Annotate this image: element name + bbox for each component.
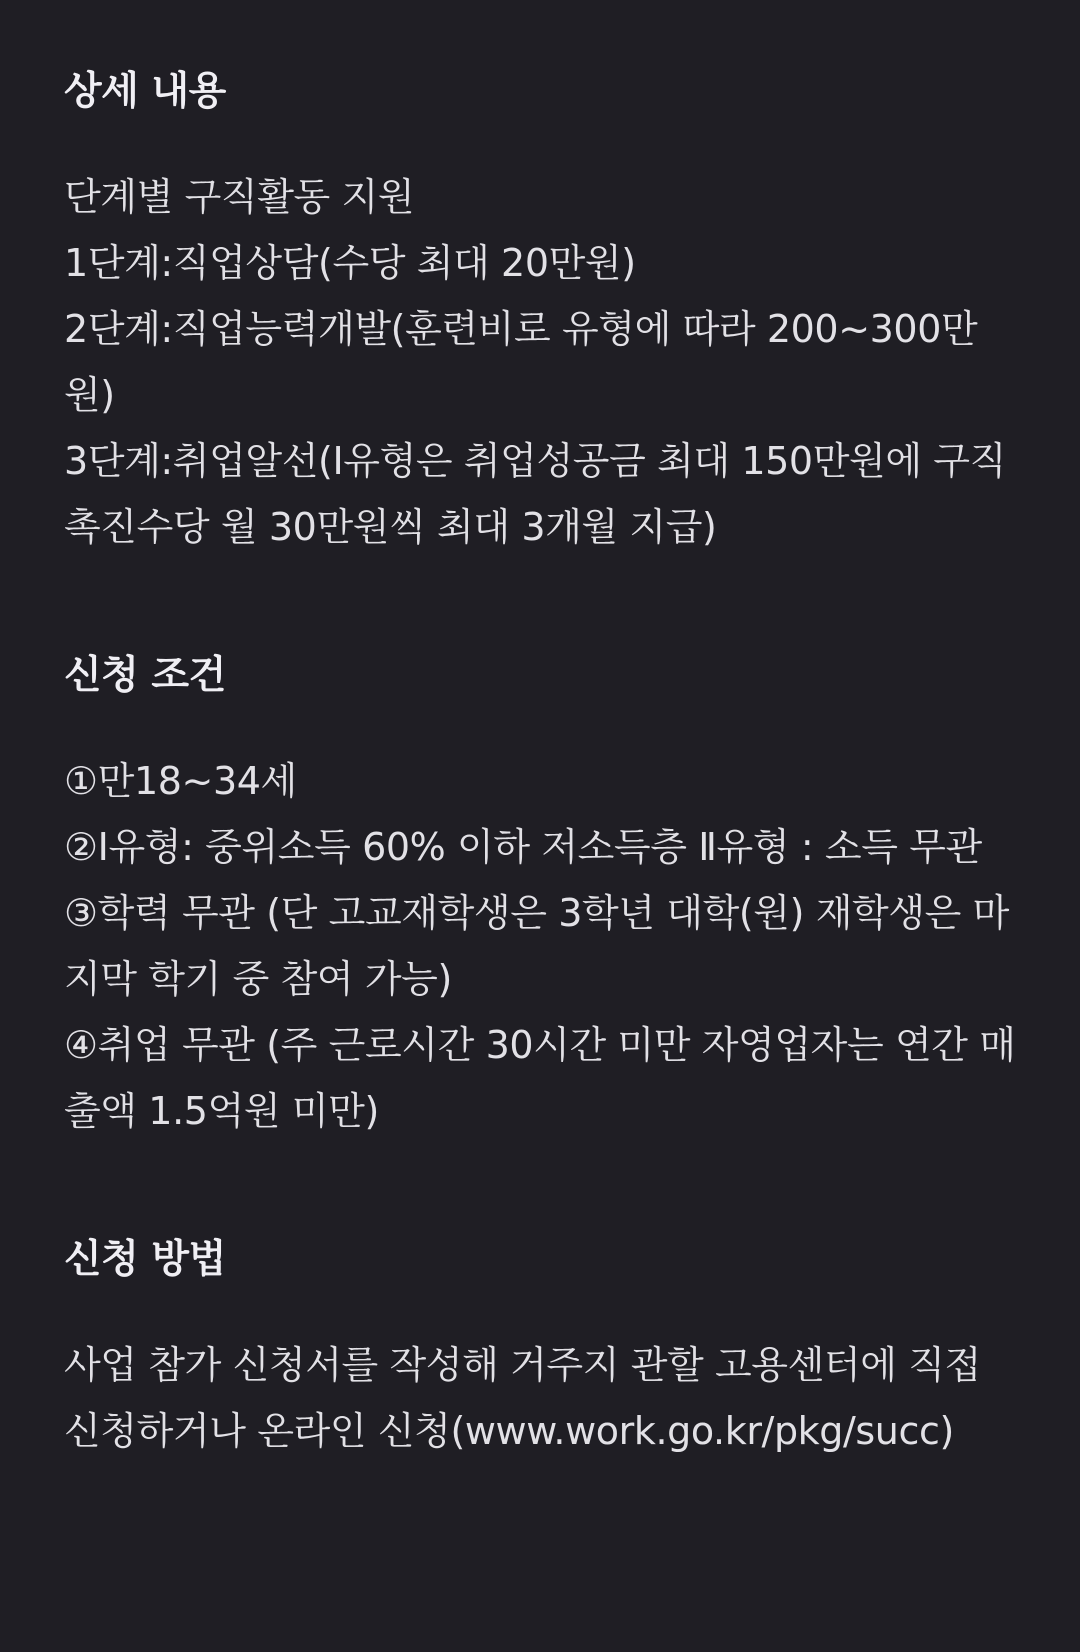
section-title-eligibility: 신청 조건 [64,653,226,698]
detail-line: 3단계:취업알선(Ⅰ유형은 취업성공금 최대 150만원에 구직촉진수당 월 30만원씩 최대 3개월 지급) [64,439,1006,549]
eligibility-line: ③학력 무관 (단 고교재학생은 3학년 대학(원) 재학생은 마지막 학기 중 참여 가능) [64,891,1009,1001]
application-method-line: 사업 참가 신청서를 작성해 거주지 관할 고용센터에 직접 신청하거나 온라인 신청(www.work.go.kr/pkg/succ) [64,1343,981,1453]
section-body-application-method [64,1332,1016,1464]
section-application-method [64,1232,1016,1464]
eligibility-line: ①만18~34세 [64,759,297,803]
section-eligibility [64,648,1016,1144]
section-body-details [64,164,1016,560]
detail-line: 단계별 구직활동 지원 [64,175,415,219]
section-body-eligibility [64,748,1016,1144]
section-title-application-method: 신청 방법 [64,1237,226,1282]
detail-line: 2단계:직업능력개발(훈련비로 유형에 따라 200~300만원) [64,307,978,417]
eligibility-line: ④취업 무관 (주 근로시간 30시간 미만 자영업자는 연간 매출액 1.5억원 미만) [64,1023,1016,1133]
section-title-details: 상세 내용 [64,69,226,114]
section-details [64,64,1016,560]
detail-line: 1단계:직업상담(수당 최대 20만원) [64,241,636,285]
eligibility-line: ②Ⅰ유형: 중위소득 60% 이하 저소득층 Ⅱ유형 : 소득 무관 [64,825,982,869]
